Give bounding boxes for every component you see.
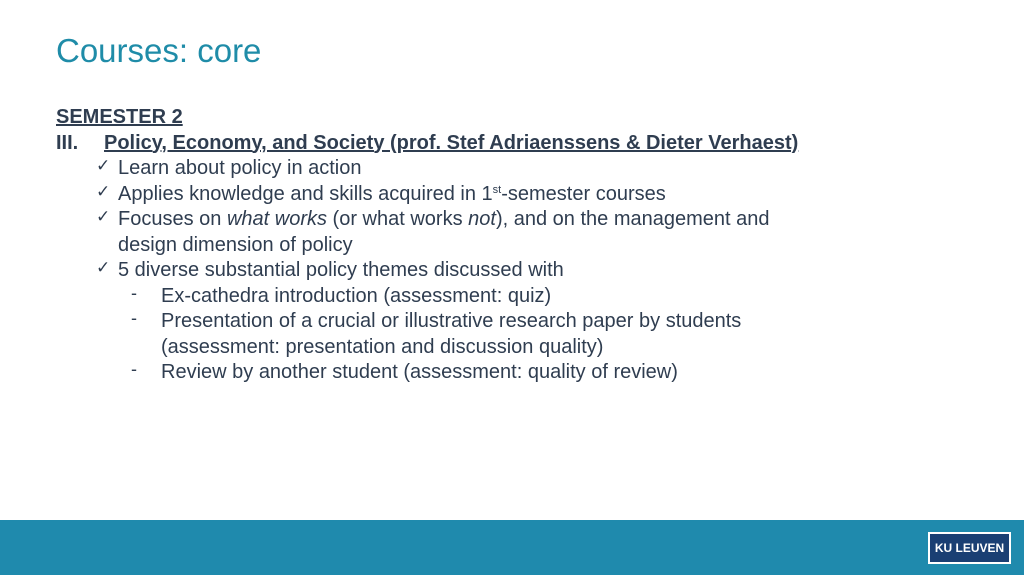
dash-icon: - bbox=[131, 282, 137, 303]
semester-heading: SEMESTER 2 bbox=[56, 106, 183, 128]
dash-icon: - bbox=[131, 308, 137, 328]
slide-body bbox=[56, 105, 956, 386]
bullet-text-continued: (or what works bbox=[326, 208, 469, 230]
bullet-item bbox=[56, 182, 818, 208]
course-number: III. bbox=[56, 131, 79, 154]
checkmark-icon: ✓ bbox=[96, 156, 111, 176]
ordinal-suffix: st bbox=[492, 183, 502, 196]
checkmark-icon: ✓ bbox=[96, 258, 111, 278]
sub-bullet-item bbox=[56, 284, 801, 310]
sub-bullet-text: Ex-cathedra introduction (assessment: quiz) bbox=[161, 284, 552, 307]
footer-bar bbox=[0, 520, 1024, 575]
bullet-text: Applies knowledge and skills acquired in 1 bbox=[118, 182, 493, 205]
sub-bullet-item bbox=[56, 360, 801, 386]
bullet-text-continued: ), and on the management and design dimension of policy bbox=[118, 208, 770, 256]
slide-title: Courses: core bbox=[56, 32, 262, 69]
bullet-text: Focuses on bbox=[118, 208, 227, 230]
emphasis-text: not bbox=[468, 208, 496, 230]
ku-leuven-logo: KU LEUVEN bbox=[928, 532, 1011, 564]
checkmark-icon: ✓ bbox=[96, 207, 111, 227]
course-title: Policy, Economy, and Society (prof. Stef Adriaenssens & Dieter Verhaest) bbox=[104, 131, 799, 154]
bullet-text: 5 diverse substantial policy themes discussed with bbox=[118, 259, 564, 281]
checkmark-icon: ✓ bbox=[96, 181, 111, 202]
bullet-text-continued: -semester courses bbox=[501, 182, 666, 205]
sub-bullet-item bbox=[56, 309, 801, 360]
dash-icon: - bbox=[131, 359, 137, 379]
bullet-item bbox=[56, 156, 818, 182]
course-heading bbox=[56, 131, 956, 157]
bullet-item bbox=[56, 207, 818, 258]
bullet-text: Learn about policy in action bbox=[118, 157, 362, 179]
emphasis-text: what works bbox=[226, 208, 327, 230]
bullet-item bbox=[56, 258, 818, 284]
sub-bullet-text: Review by another student (assessment: quality of review) bbox=[161, 361, 678, 383]
sub-bullet-text: Presentation of a crucial or illustrative research paper by students (assessment: presentation and discussion quality) bbox=[161, 310, 742, 358]
